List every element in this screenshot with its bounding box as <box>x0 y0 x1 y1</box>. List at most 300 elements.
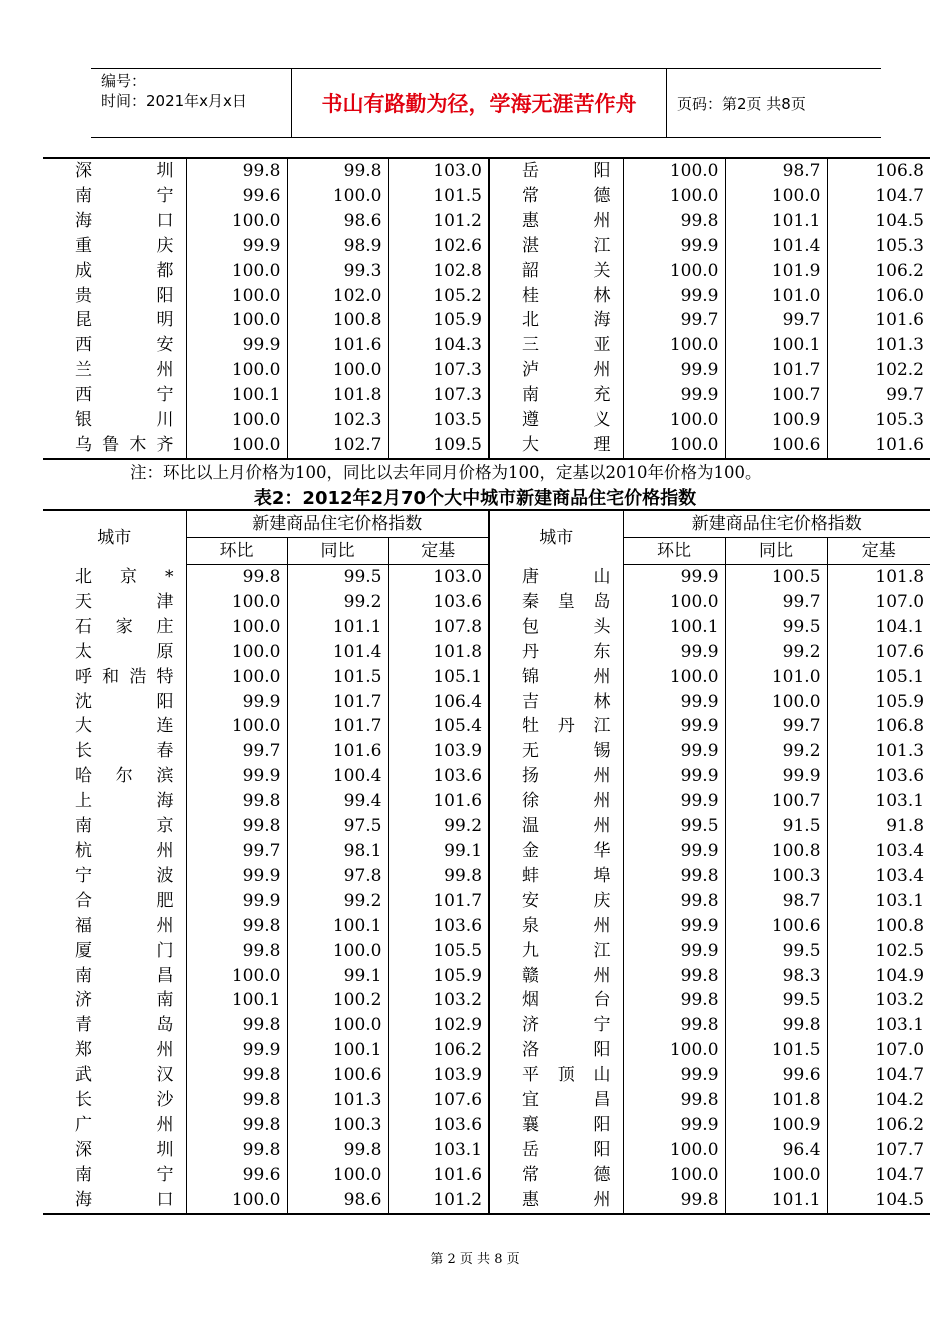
base-cell: 107.8 <box>388 615 489 640</box>
mom-cell: 100.0 <box>623 259 725 284</box>
yoy-cell: 101.1 <box>725 209 827 234</box>
mom-cell: 99.8 <box>186 158 287 184</box>
col-header-yoy: 同比 <box>287 538 388 565</box>
base-cell: 104.5 <box>827 1188 930 1214</box>
yoy-cell: 100.0 <box>725 690 827 715</box>
yoy-cell: 100.7 <box>725 383 827 408</box>
city-cell: 襄阳 <box>489 1113 623 1138</box>
mom-cell: 100.0 <box>186 308 287 333</box>
base-cell: 107.7 <box>827 1138 930 1163</box>
base-cell: 101.3 <box>827 739 930 764</box>
yoy-cell: 100.9 <box>725 1113 827 1138</box>
city-cell: 韶关 <box>489 259 623 284</box>
base-cell: 99.7 <box>827 383 930 408</box>
yoy-cell: 98.7 <box>725 158 827 184</box>
city-cell: 石家庄 <box>75 616 174 637</box>
city-cell: 济南 <box>75 990 174 1011</box>
yoy-cell: 101.6 <box>287 333 388 358</box>
yoy-cell: 100.0 <box>287 1013 388 1038</box>
mom-cell: 100.0 <box>623 665 725 690</box>
mom-cell: 99.9 <box>186 333 287 358</box>
mom-cell: 100.0 <box>186 640 287 665</box>
yoy-cell: 101.0 <box>725 665 827 690</box>
table-row <box>43 1013 930 1038</box>
base-cell: 107.0 <box>827 1038 930 1063</box>
mom-cell: 99.9 <box>623 939 725 964</box>
base-cell: 105.9 <box>388 964 489 989</box>
mom-cell: 100.0 <box>186 209 287 234</box>
mom-cell: 99.9 <box>623 234 725 259</box>
yoy-cell: 97.8 <box>287 864 388 889</box>
city-cell: 温州 <box>489 814 623 839</box>
base-cell: 103.0 <box>388 565 489 590</box>
price-index-table-2 <box>43 509 930 1215</box>
table-row <box>43 234 930 259</box>
city-cell: 惠州 <box>489 209 623 234</box>
mom-cell: 99.9 <box>623 690 725 715</box>
mom-cell: 99.8 <box>186 1138 287 1163</box>
base-cell: 103.0 <box>388 158 489 184</box>
base-cell: 103.6 <box>388 1113 489 1138</box>
table-row <box>43 1088 930 1113</box>
yoy-cell: 91.5 <box>725 814 827 839</box>
city-cell: 牡丹江 <box>489 714 623 739</box>
header-meta <box>91 69 292 137</box>
city-cell: 蚌埠 <box>489 864 623 889</box>
city-cell: 徐州 <box>489 789 623 814</box>
yoy-cell: 100.1 <box>287 1038 388 1063</box>
base-cell: 105.4 <box>388 714 489 739</box>
base-cell: 105.3 <box>827 408 930 433</box>
yoy-cell: 97.5 <box>287 814 388 839</box>
col-header-group: 新建商品住宅价格指数 <box>623 510 930 538</box>
table-row <box>43 714 930 739</box>
mom-cell: 99.7 <box>186 739 287 764</box>
mom-cell: 99.8 <box>623 1188 725 1214</box>
base-cell: 105.2 <box>388 284 489 309</box>
table-row <box>43 333 930 358</box>
mom-cell: 99.9 <box>186 864 287 889</box>
base-cell: 104.3 <box>388 333 489 358</box>
yoy-cell: 100.0 <box>725 1163 827 1188</box>
mom-cell: 99.8 <box>186 1113 287 1138</box>
base-cell: 99.2 <box>388 814 489 839</box>
mom-cell: 99.9 <box>186 1038 287 1063</box>
table-row <box>43 1113 930 1138</box>
mom-cell: 99.9 <box>623 739 725 764</box>
mom-cell: 100.0 <box>186 665 287 690</box>
city-cell: 唐山 <box>489 565 623 590</box>
mom-cell: 100.0 <box>186 358 287 383</box>
base-cell: 100.8 <box>827 914 930 939</box>
yoy-cell: 99.7 <box>725 714 827 739</box>
mom-cell: 100.0 <box>186 714 287 739</box>
base-cell: 103.9 <box>388 1063 489 1088</box>
yoy-cell: 100.3 <box>725 864 827 889</box>
yoy-cell: 101.4 <box>287 640 388 665</box>
mom-cell: 99.9 <box>623 565 725 590</box>
city-cell: 北京* <box>75 566 174 587</box>
city-cell: 贵阳 <box>75 285 174 306</box>
mom-cell: 99.9 <box>623 789 725 814</box>
city-cell: 哈尔滨 <box>75 766 174 787</box>
base-cell: 106.0 <box>827 284 930 309</box>
city-cell: 深圳 <box>75 161 174 181</box>
yoy-cell: 100.6 <box>725 433 827 459</box>
number-label: 编号： <box>101 72 147 90</box>
city-cell: 南京 <box>75 816 174 837</box>
table-row <box>43 814 930 839</box>
mom-cell: 99.9 <box>186 690 287 715</box>
yoy-cell: 99.2 <box>287 590 388 615</box>
yoy-cell: 101.5 <box>287 665 388 690</box>
base-cell: 103.2 <box>827 988 930 1013</box>
city-cell: 天津 <box>75 591 174 612</box>
table-row <box>43 889 930 914</box>
yoy-cell: 98.3 <box>725 964 827 989</box>
city-cell: 丹东 <box>489 640 623 665</box>
yoy-cell: 100.1 <box>725 333 827 358</box>
city-cell: 太原 <box>75 641 174 662</box>
table-row <box>43 839 930 864</box>
city-cell: 南充 <box>489 383 623 408</box>
yoy-cell: 100.0 <box>287 184 388 209</box>
city-cell: 安庆 <box>489 889 623 914</box>
city-cell: 南宁 <box>75 1164 174 1185</box>
table-row <box>43 433 930 459</box>
mom-cell: 99.8 <box>623 1013 725 1038</box>
city-cell: 呼和浩特 <box>75 666 174 687</box>
base-cell: 101.6 <box>388 789 489 814</box>
base-cell: 102.2 <box>827 358 930 383</box>
base-cell: 109.5 <box>388 433 489 459</box>
base-cell: 102.9 <box>388 1013 489 1038</box>
base-cell: 107.0 <box>827 590 930 615</box>
mom-cell: 99.8 <box>186 1088 287 1113</box>
yoy-cell: 99.2 <box>725 739 827 764</box>
table-row <box>43 939 930 964</box>
mom-cell: 100.0 <box>186 590 287 615</box>
city-cell: 南宁 <box>75 185 174 206</box>
base-cell: 102.8 <box>388 259 489 284</box>
table-row <box>43 789 930 814</box>
base-cell: 101.2 <box>388 1188 489 1214</box>
mom-cell: 99.8 <box>186 814 287 839</box>
yoy-cell: 101.8 <box>725 1088 827 1113</box>
mom-cell: 100.1 <box>186 383 287 408</box>
mom-cell: 100.0 <box>623 1138 725 1163</box>
table-row <box>43 615 930 640</box>
mom-cell: 99.6 <box>186 184 287 209</box>
city-cell: 济宁 <box>489 1013 623 1038</box>
base-cell: 104.5 <box>827 209 930 234</box>
yoy-cell: 100.0 <box>287 358 388 383</box>
mom-cell: 99.8 <box>186 914 287 939</box>
city-cell: 福州 <box>75 915 174 936</box>
base-cell: 107.3 <box>388 358 489 383</box>
table-row <box>43 1038 930 1063</box>
mom-cell: 99.9 <box>623 914 725 939</box>
table-row <box>43 1163 930 1188</box>
city-cell: 兰州 <box>75 360 174 381</box>
base-cell: 103.2 <box>388 988 489 1013</box>
base-cell: 106.2 <box>827 259 930 284</box>
table-row <box>43 259 930 284</box>
header-page-label: 页码：第2页 共8页 <box>677 94 806 113</box>
mom-cell: 100.0 <box>623 333 725 358</box>
table-row <box>43 358 930 383</box>
table-row <box>43 739 930 764</box>
yoy-cell: 99.7 <box>725 590 827 615</box>
city-cell: 海口 <box>75 1189 174 1210</box>
mom-cell: 99.9 <box>623 1063 725 1088</box>
mom-cell: 99.8 <box>623 864 725 889</box>
table-row <box>43 988 930 1013</box>
yoy-cell: 101.7 <box>287 714 388 739</box>
mom-cell: 100.0 <box>186 408 287 433</box>
mom-cell: 100.0 <box>186 284 287 309</box>
table-row <box>43 408 930 433</box>
yoy-cell: 99.5 <box>725 939 827 964</box>
city-cell: 大理 <box>489 433 623 459</box>
city-cell: 洛阳 <box>489 1038 623 1063</box>
yoy-cell: 101.1 <box>725 1188 827 1214</box>
base-cell: 107.6 <box>827 640 930 665</box>
yoy-cell: 101.7 <box>287 690 388 715</box>
city-cell: 长沙 <box>75 1090 174 1111</box>
mom-cell: 99.9 <box>623 764 725 789</box>
base-cell: 106.4 <box>388 690 489 715</box>
city-cell: 深圳 <box>75 1139 174 1160</box>
city-cell: 三亚 <box>489 333 623 358</box>
mom-cell: 99.8 <box>623 889 725 914</box>
table-row <box>43 640 930 665</box>
city-cell: 北海 <box>489 308 623 333</box>
base-cell: 104.2 <box>827 1088 930 1113</box>
base-cell: 103.1 <box>827 1013 930 1038</box>
yoy-cell: 100.8 <box>287 308 388 333</box>
yoy-cell: 99.5 <box>287 565 388 590</box>
table-row <box>43 284 930 309</box>
yoy-cell: 102.7 <box>287 433 388 459</box>
mom-cell: 99.9 <box>623 640 725 665</box>
mom-cell: 100.0 <box>186 615 287 640</box>
mom-cell: 100.0 <box>623 184 725 209</box>
yoy-cell: 100.0 <box>287 939 388 964</box>
city-cell: 惠州 <box>489 1188 623 1214</box>
time-label: 时间：2021年x月x日 <box>101 92 247 110</box>
city-cell: 湛江 <box>489 234 623 259</box>
yoy-cell: 98.6 <box>287 209 388 234</box>
yoy-cell: 99.6 <box>725 1063 827 1088</box>
mom-cell: 99.8 <box>623 964 725 989</box>
base-cell: 106.2 <box>388 1038 489 1063</box>
base-cell: 104.7 <box>827 1163 930 1188</box>
city-cell: 扬州 <box>489 764 623 789</box>
base-cell: 101.8 <box>388 640 489 665</box>
yoy-cell: 99.4 <box>287 789 388 814</box>
yoy-cell: 100.4 <box>287 764 388 789</box>
yoy-cell: 99.2 <box>287 889 388 914</box>
yoy-cell: 102.0 <box>287 284 388 309</box>
city-cell: 成都 <box>75 260 174 281</box>
base-cell: 103.1 <box>827 789 930 814</box>
city-cell: 烟台 <box>489 988 623 1013</box>
base-cell: 105.5 <box>388 939 489 964</box>
mom-cell: 99.9 <box>186 764 287 789</box>
city-cell: 宁波 <box>75 865 174 886</box>
base-cell: 104.7 <box>827 184 930 209</box>
table-row <box>43 1063 930 1088</box>
base-cell: 99.1 <box>388 839 489 864</box>
city-cell: 锦州 <box>489 665 623 690</box>
city-cell: 泸州 <box>489 358 623 383</box>
base-cell: 107.6 <box>388 1088 489 1113</box>
yoy-cell: 99.1 <box>287 964 388 989</box>
yoy-cell: 99.9 <box>725 764 827 789</box>
base-cell: 101.6 <box>827 433 930 459</box>
table2-title: 表2：2012年2月70个大中城市新建商品住宅价格指数 <box>253 488 697 509</box>
yoy-cell: 102.3 <box>287 408 388 433</box>
mom-cell: 99.9 <box>186 234 287 259</box>
city-cell: 青岛 <box>75 1015 174 1036</box>
table-row <box>43 565 930 590</box>
mom-cell: 100.0 <box>186 1188 287 1214</box>
base-cell: 103.5 <box>388 408 489 433</box>
table-row <box>43 690 930 715</box>
yoy-cell: 99.5 <box>725 615 827 640</box>
base-cell: 102.5 <box>827 939 930 964</box>
col-header-mom: 环比 <box>623 538 725 565</box>
col-header-yoy: 同比 <box>725 538 827 565</box>
base-cell: 106.8 <box>827 158 930 184</box>
city-cell: 西宁 <box>75 385 174 406</box>
mom-cell: 99.8 <box>186 1013 287 1038</box>
base-cell: 104.7 <box>827 1063 930 1088</box>
col-header-city: 城市 <box>489 510 623 565</box>
mom-cell: 99.5 <box>623 814 725 839</box>
mom-cell: 100.1 <box>623 615 725 640</box>
table-row <box>43 864 930 889</box>
mom-cell: 100.0 <box>623 408 725 433</box>
table-row <box>43 1188 930 1214</box>
table-row <box>43 308 930 333</box>
yoy-cell: 100.5 <box>725 565 827 590</box>
yoy-cell: 100.6 <box>725 914 827 939</box>
mom-cell: 99.6 <box>186 1163 287 1188</box>
col-header-base: 定基 <box>388 538 489 565</box>
city-cell: 武汉 <box>75 1065 174 1086</box>
city-cell: 沈阳 <box>75 691 174 712</box>
mom-cell: 99.8 <box>623 988 725 1013</box>
yoy-cell: 101.7 <box>725 358 827 383</box>
yoy-cell: 100.0 <box>287 1163 388 1188</box>
yoy-cell: 98.9 <box>287 234 388 259</box>
city-cell: 金华 <box>489 839 623 864</box>
yoy-cell: 100.6 <box>287 1063 388 1088</box>
yoy-cell: 99.5 <box>725 988 827 1013</box>
city-cell: 赣州 <box>489 964 623 989</box>
base-cell: 105.3 <box>827 234 930 259</box>
city-cell: 岳阳 <box>489 1138 623 1163</box>
yoy-cell: 100.0 <box>725 184 827 209</box>
table-row <box>43 184 930 209</box>
city-cell: 南昌 <box>75 965 174 986</box>
mom-cell: 99.7 <box>186 839 287 864</box>
base-cell: 102.6 <box>388 234 489 259</box>
yoy-cell: 101.8 <box>287 383 388 408</box>
base-cell: 107.3 <box>388 383 489 408</box>
yoy-cell: 101.1 <box>287 615 388 640</box>
yoy-cell: 98.1 <box>287 839 388 864</box>
base-cell: 101.3 <box>827 333 930 358</box>
yoy-cell: 100.1 <box>287 914 388 939</box>
city-cell: 海口 <box>75 210 174 231</box>
mom-cell: 99.8 <box>623 1088 725 1113</box>
base-cell: 104.9 <box>827 964 930 989</box>
mom-cell: 100.0 <box>623 1163 725 1188</box>
city-cell: 常德 <box>489 184 623 209</box>
yoy-cell: 99.2 <box>725 640 827 665</box>
mom-cell: 99.9 <box>623 1113 725 1138</box>
table-row <box>43 383 930 408</box>
base-cell: 103.9 <box>388 739 489 764</box>
city-cell: 秦皇岛 <box>489 590 623 615</box>
base-cell: 105.1 <box>827 665 930 690</box>
mom-cell: 100.0 <box>186 964 287 989</box>
base-cell: 99.8 <box>388 864 489 889</box>
yoy-cell: 98.6 <box>287 1188 388 1214</box>
mom-cell: 100.0 <box>623 1038 725 1063</box>
yoy-cell: 101.4 <box>725 234 827 259</box>
base-cell: 103.4 <box>827 839 930 864</box>
table-note: 注：环比以上月价格为100，同比以去年同月价格为100，定基以2010年价格为100。 <box>130 463 762 482</box>
base-cell: 106.2 <box>827 1113 930 1138</box>
base-cell: 106.8 <box>827 714 930 739</box>
city-cell: 厦门 <box>75 940 174 961</box>
yoy-cell: 99.3 <box>287 259 388 284</box>
yoy-cell: 98.7 <box>725 889 827 914</box>
city-cell: 桂林 <box>489 284 623 309</box>
base-cell: 105.9 <box>388 308 489 333</box>
table-row <box>43 964 930 989</box>
city-cell: 常德 <box>489 1163 623 1188</box>
price-index-table-1 <box>43 157 930 460</box>
header-motto: 书山有路勤为径，学海无涯苦作舟 <box>292 69 667 137</box>
city-cell: 泉州 <box>489 914 623 939</box>
city-cell: 遵义 <box>489 408 623 433</box>
city-cell: 西安 <box>75 335 174 356</box>
city-cell: 九江 <box>489 939 623 964</box>
city-cell: 合肥 <box>75 890 174 911</box>
mom-cell: 100.0 <box>186 259 287 284</box>
yoy-cell: 100.8 <box>725 839 827 864</box>
base-cell: 103.4 <box>827 864 930 889</box>
yoy-cell: 100.3 <box>287 1113 388 1138</box>
col-header-group: 新建商品住宅价格指数 <box>186 510 489 538</box>
city-cell: 平顶山 <box>489 1063 623 1088</box>
base-cell: 91.8 <box>827 814 930 839</box>
city-cell: 重庆 <box>75 235 174 256</box>
yoy-cell: 101.3 <box>287 1088 388 1113</box>
city-cell: 郑州 <box>75 1040 174 1061</box>
col-header-city: 城市 <box>97 527 132 548</box>
table-row <box>43 665 930 690</box>
city-cell: 吉林 <box>489 690 623 715</box>
mom-cell: 100.0 <box>623 590 725 615</box>
city-cell: 银川 <box>75 410 174 431</box>
base-cell: 101.6 <box>827 308 930 333</box>
